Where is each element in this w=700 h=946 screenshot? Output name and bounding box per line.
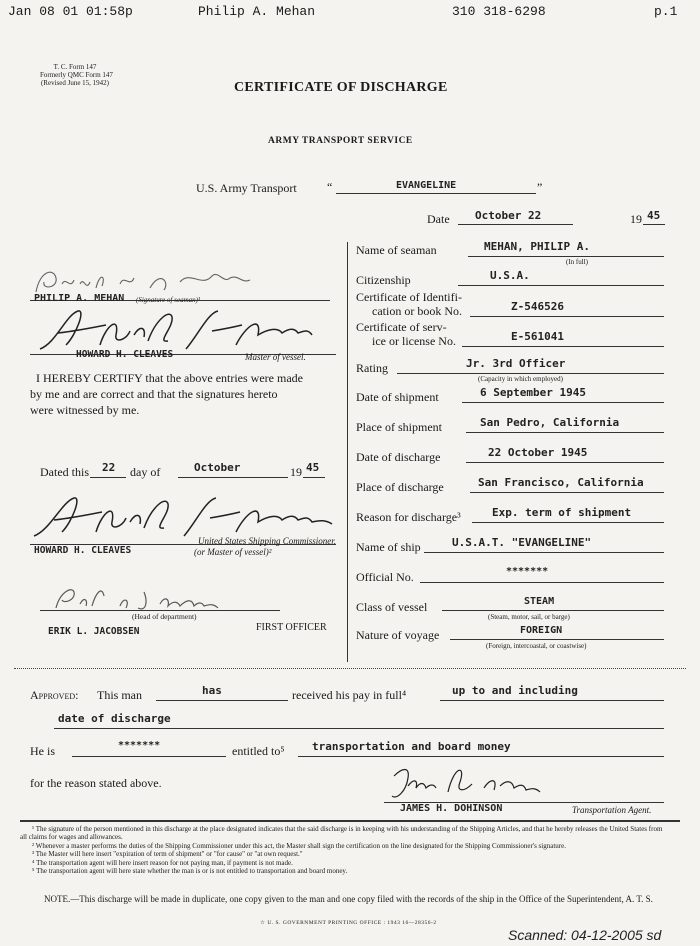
- field-value-vessel-class: STEAM: [524, 596, 555, 607]
- fax-sender: Philip A. Mehan: [198, 4, 316, 19]
- dated-label: Dated this: [40, 465, 89, 479]
- he-is-value: *******: [118, 740, 161, 751]
- day-of-label: day of: [130, 465, 161, 479]
- field-label-shipment-date: Date of shipment: [356, 390, 439, 404]
- printer-text: U. S. GOVERNMENT PRINTING OFFICE : 1943 16—28356-2: [267, 920, 437, 926]
- form-id-line3: (Revised June 15, 1942): [40, 79, 110, 87]
- field-value-service: E-561041: [511, 330, 564, 343]
- field-label-official-no: Official No.: [356, 570, 414, 584]
- he-is-label: He is: [30, 744, 55, 758]
- dated-year-prefix: 19: [290, 465, 302, 479]
- field-line-identification: [470, 316, 664, 317]
- field-label-voyage: Nature of voyage: [356, 628, 440, 642]
- field-line-discharge-place: [470, 492, 664, 493]
- agent-name: JAMES H. DOHINSON: [400, 803, 503, 814]
- field-label-vessel-class: Class of vessel: [356, 600, 428, 614]
- field-label-rating: Rating: [356, 361, 388, 375]
- approval-divider: [14, 668, 686, 669]
- transport-line: [336, 193, 536, 194]
- he-is-line: [72, 756, 226, 757]
- this-man-label: This man: [97, 688, 142, 702]
- field-label-service-2: ice or license No.: [372, 334, 456, 348]
- page-subtitle: ARMY TRANSPORT SERVICE: [268, 136, 413, 146]
- dated-month: October: [194, 461, 241, 474]
- has-line: [156, 700, 288, 701]
- field-label-name: Name of seaman: [356, 243, 437, 257]
- field-line-reason: [472, 522, 664, 523]
- reason-text: for the reason stated above.: [30, 776, 162, 790]
- field-line-discharge-date: [466, 462, 664, 463]
- field-caption-voyage: (Foreign, intercoastal, or coastwise): [486, 642, 587, 650]
- transport-open-quote: “: [327, 180, 333, 194]
- field-value-reason: Exp. term of shipment: [492, 506, 632, 519]
- footnote-5: ⁵ The transportation agent will here state whether the man is or is not entitled to transportation and board money.: [32, 867, 348, 876]
- dept-head-line: [40, 610, 280, 611]
- field-value-voyage: FOREIGN: [520, 625, 563, 636]
- field-value-rating: Jr. 3rd Officer: [466, 357, 566, 370]
- agent-title: Transportation Agent.: [572, 805, 652, 815]
- footnotes: [20, 825, 670, 875]
- field-line-service: [462, 346, 664, 347]
- date-line: [458, 224, 573, 225]
- transport-value: EVANGELINE: [396, 180, 457, 191]
- form-id-line1: T. C. Form 147: [53, 63, 97, 71]
- field-line-name: [468, 256, 664, 257]
- dated-month-line: [178, 477, 288, 478]
- field-line-official-no: [420, 582, 664, 583]
- field-value-official-no: *******: [506, 566, 549, 577]
- commissioner-caption-2: (or Master of vessel)²: [194, 547, 272, 557]
- field-label-identification-1: Certificate of Identifi-: [356, 290, 462, 304]
- date-value: October 22: [475, 209, 542, 222]
- certification-line-3: were witnessed by me.: [30, 403, 140, 417]
- dated-day: 22: [102, 461, 116, 474]
- agent-signature: [388, 762, 578, 806]
- field-line-ship-name: [424, 552, 664, 553]
- has-value: has: [202, 684, 222, 697]
- field-label-discharge-date: Date of discharge: [356, 450, 441, 464]
- field-label-shipment-place: Place of shipment: [356, 420, 442, 434]
- field-label-service: [356, 320, 456, 348]
- field-label-discharge-place: Place of discharge: [356, 480, 444, 494]
- dept-title: FIRST OFFICER: [256, 622, 327, 633]
- dated-year: 45: [306, 461, 320, 474]
- field-line-shipment-date: [462, 402, 664, 403]
- fax-timestamp: Jan 08 01 01:58p: [8, 4, 133, 19]
- field-caption-vessel-class: (Steam, motor, sail, or barge): [488, 613, 570, 621]
- field-line-rating: [397, 373, 664, 374]
- printer-line: [260, 920, 437, 926]
- master-caption: Master of vessel.: [245, 352, 306, 362]
- date-label: Date: [427, 212, 450, 226]
- field-label-reason: Reason for discharge³: [356, 510, 461, 524]
- dept-name: ERIK L. JACOBSEN: [48, 626, 140, 637]
- date-year-prefix: 19: [630, 212, 642, 226]
- field-line-shipment-place: [466, 432, 664, 433]
- field-label-identification: [356, 290, 462, 318]
- date-year-line: [643, 224, 665, 225]
- field-value-discharge-place: San Francisco, California: [478, 476, 644, 489]
- entitled-line: [298, 756, 664, 757]
- entitled-value: transportation and board money: [312, 740, 511, 753]
- transport-close-quote: ”: [537, 180, 543, 194]
- field-value-ship-name: U.S.A.T. "EVANGELINE": [452, 536, 592, 549]
- fax-phone: 310 318-6298: [452, 4, 546, 19]
- field-value-citizenship: U.S.A.: [490, 269, 530, 282]
- seaman-sig-caption: (Signature of seaman)¹: [136, 296, 201, 304]
- field-value-shipment-place: San Pedro, California: [480, 416, 620, 429]
- scanned-stamp: Scanned: 04-12-2005 sd: [508, 927, 662, 943]
- commissioner-caption-1: United States Shipping Commissioner.: [198, 536, 337, 546]
- field-line-citizenship: [458, 285, 664, 286]
- dept-caption: (Head of department): [132, 612, 197, 621]
- form-id-line2: Formerly QMC Form 147: [40, 71, 113, 79]
- transport-label: U.S. Army Transport: [196, 181, 297, 195]
- date-year: 45: [647, 209, 661, 222]
- field-line-vessel-class: [442, 610, 664, 611]
- form-id: [40, 63, 113, 87]
- master-name: HOWARD H. CLEAVES: [76, 349, 174, 360]
- field-value-discharge-date: 22 October 1945: [488, 446, 588, 459]
- field-value-name: MEHAN, PHILIP A.: [484, 240, 590, 253]
- entitled-label: entitled to⁵: [232, 744, 285, 758]
- field-value-identification: Z-546526: [511, 300, 564, 313]
- field-value-shipment-date: 6 September 1945: [480, 386, 586, 399]
- field-caption-rating: (Capacity in which employed): [478, 375, 563, 383]
- certification-line-2: by me and are correct and that the signatures hereto: [30, 387, 278, 401]
- footnote-3: ³ The Master will here insert "expiration of term of shipment" or "for cause" or "at own request.": [32, 850, 303, 859]
- footnote-2: ² Whenever a master performs the duties of the Shipping Commissioner under this act, the Master shall sign the certification on the line designated for the Shipping Commissioner's signature.: [32, 841, 566, 850]
- footnote-4: ⁴ The transportation agent will here insert reason for not paying man, if payment is not made.: [32, 858, 293, 867]
- column-divider: [347, 242, 348, 662]
- footnote-1: ¹ The signature of the person mentioned in this discharge at the place designated indicates that the said discharge is in keeping with his understanding of the Shipping Articles, and that he hereby releases the United States from all claims for wages and allowances.: [20, 825, 663, 842]
- field-label-identification-2: cation or book No.: [372, 304, 462, 318]
- field-caption-name: (In full): [566, 258, 588, 266]
- star-icon: ☆: [260, 920, 266, 926]
- pay-line: [440, 700, 664, 701]
- field-label-service-1: Certificate of serv-: [356, 320, 447, 334]
- field-label-citizenship: Citizenship: [356, 273, 411, 287]
- pay-value: up to and including: [452, 684, 578, 697]
- pay-line-2: [54, 728, 664, 729]
- dated-day-line: [90, 477, 126, 478]
- received-text: received his pay in full⁴: [292, 688, 407, 702]
- certification-line-1: I HEREBY CERTIFY that the above entries were made: [36, 371, 303, 385]
- field-line-voyage: [450, 639, 664, 640]
- field-label-ship-name: Name of ship: [356, 540, 421, 554]
- seaman-printed-name: PHILIP A. MEHAN: [34, 293, 125, 304]
- approved-label: Approved:: [30, 688, 79, 702]
- page-title: CERTIFICATE OF DISCHARGE: [234, 80, 448, 95]
- discharge-note: NOTE.—This discharge will be made in duplicate, one copy given to the man and one copy filed with the records of the ship in the Office of the Superintendent, A. T. S.: [44, 894, 653, 904]
- dated-year-line: [303, 477, 325, 478]
- fax-page: p.1: [654, 4, 678, 19]
- footnote-divider: [20, 820, 680, 822]
- certification-text: [30, 370, 303, 418]
- pay-value-2: date of discharge: [58, 712, 171, 725]
- commissioner-name: HOWARD H. CLEAVES: [34, 545, 132, 556]
